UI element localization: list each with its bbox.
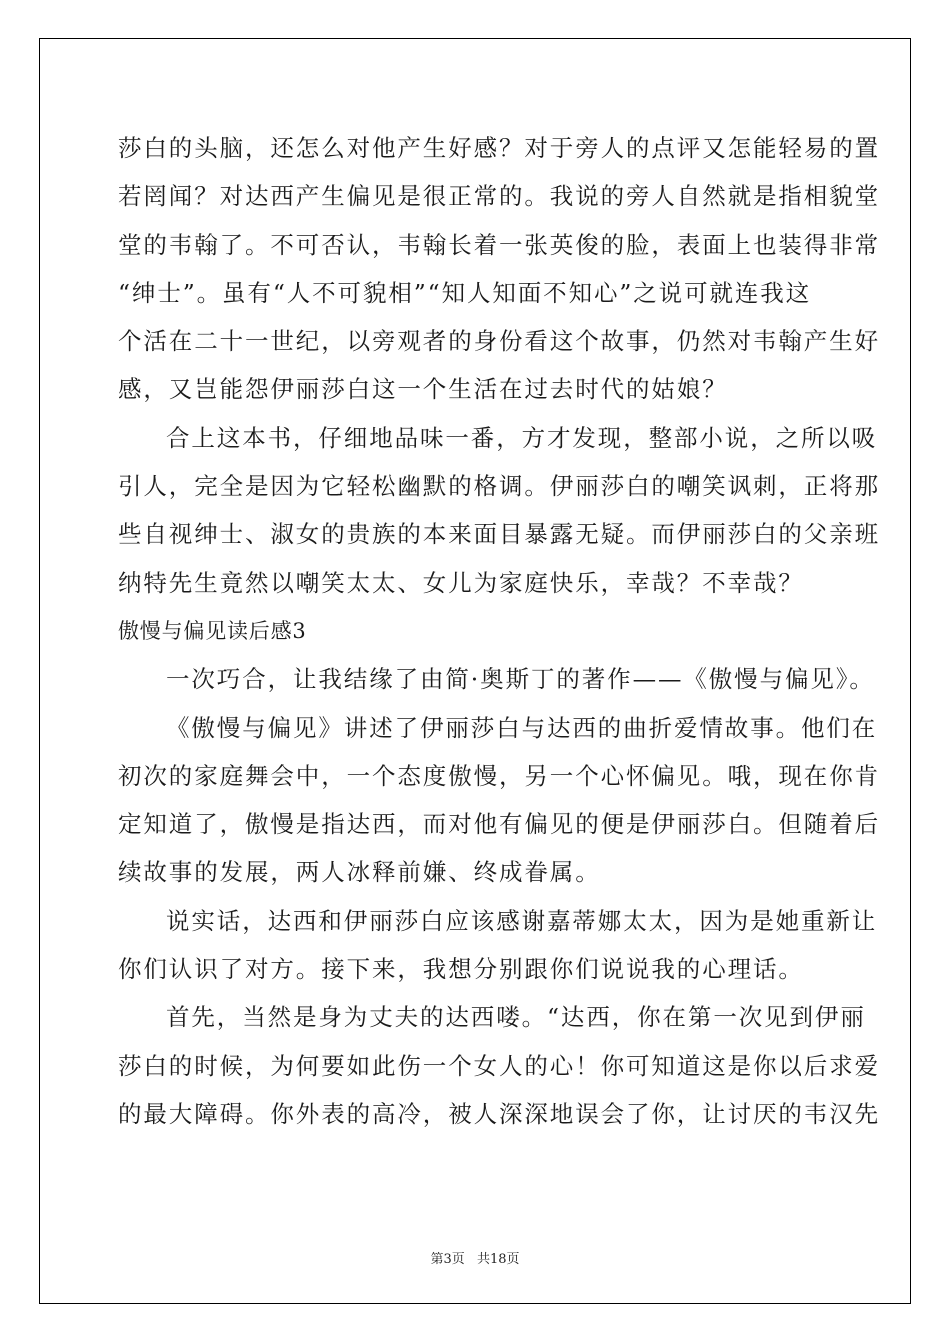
text-line: 莎白的头脑，还怎么对他产生好感？对于旁人的点评又怎能轻易的置 <box>118 134 880 162</box>
text-line: 莎白的时候，为何要如此伤一个女人的心！你可知道这是你以后求爱 <box>118 1051 880 1080</box>
page-footer <box>0 1248 950 1267</box>
text-line: 引人，完全是因为它轻松幽默的格调。伊丽莎白的嘲笑讽刺，正将那 <box>118 472 880 501</box>
text-line: 的最大障碍。你外表的高冷，被人深深地误会了你，让讨厌的韦汉先 <box>118 1099 880 1128</box>
text-line: 合上这本书，仔细地品味一番，方才发现，整部小说，之所以吸 <box>166 423 878 452</box>
paragraph <box>118 704 880 897</box>
text-line: 感，又岂能怨伊丽莎白这一个生活在过去时代的姑娘？ <box>118 375 728 404</box>
text-line: 你们认识了对方。接下来，我想分别跟你们说说我的心理话。 <box>118 955 804 984</box>
text-line: 定知道了，傲慢是指达西，而对他有偏见的便是伊丽莎白。但随着后 <box>118 810 880 839</box>
text-line: 首先，当然是身为丈夫的达西喽。“达西，你在第一次见到伊丽 <box>166 1003 866 1032</box>
paragraph <box>118 655 875 703</box>
text-line: 些自视绅士、淑女的贵族的本来面目暴露无疑。而伊丽莎白的父亲班 <box>118 520 880 549</box>
text-line: 个活在二十一世纪，以旁观者的身份看这个故事，仍然对韦翰产生好 <box>118 327 880 356</box>
text-line: 堂的韦翰了。不可否认，韦翰长着一张英俊的脸，表面上也装得非常 <box>118 230 880 259</box>
text-line: 一次巧合，让我结缘了由简·奥斯丁的著作——《傲慢与偏见》。 <box>166 665 875 694</box>
paragraph <box>118 124 880 414</box>
text-line: 若罔闻？对达西产生偏见是很正常的。我说的旁人自然就是指相貌堂 <box>118 182 880 211</box>
page-total: 共18页 <box>476 1252 520 1267</box>
text-line: 初次的家庭舞会中，一个态度傲慢，另一个心怀偏见。哦，现在你肯 <box>118 761 880 790</box>
text-line: 《傲慢与偏见》讲述了伊丽莎白与达西的曲折爱情故事。他们在 <box>166 713 878 742</box>
text-line: 说实话，达西和伊丽莎白应该感谢嘉蒂娜太太，因为是她重新让 <box>166 906 878 935</box>
text-line: 纳特先生竟然以嘲笑太太、女儿为家庭快乐，幸哉？不幸哉？ <box>118 568 804 597</box>
section-heading: 傲慢与偏见读后感3 <box>118 618 307 643</box>
text-line: 续故事的发展，两人冰释前嫌、终成眷属。 <box>118 858 601 887</box>
paragraph <box>118 414 880 607</box>
page-number: 第3页 <box>430 1252 465 1267</box>
document-body <box>118 124 880 1138</box>
paragraph <box>118 897 878 994</box>
paragraph <box>118 993 880 1138</box>
text-line: “绅士”。虽有“人不可貌相”“知人知面不知心”之说可就连我这 <box>118 278 812 307</box>
